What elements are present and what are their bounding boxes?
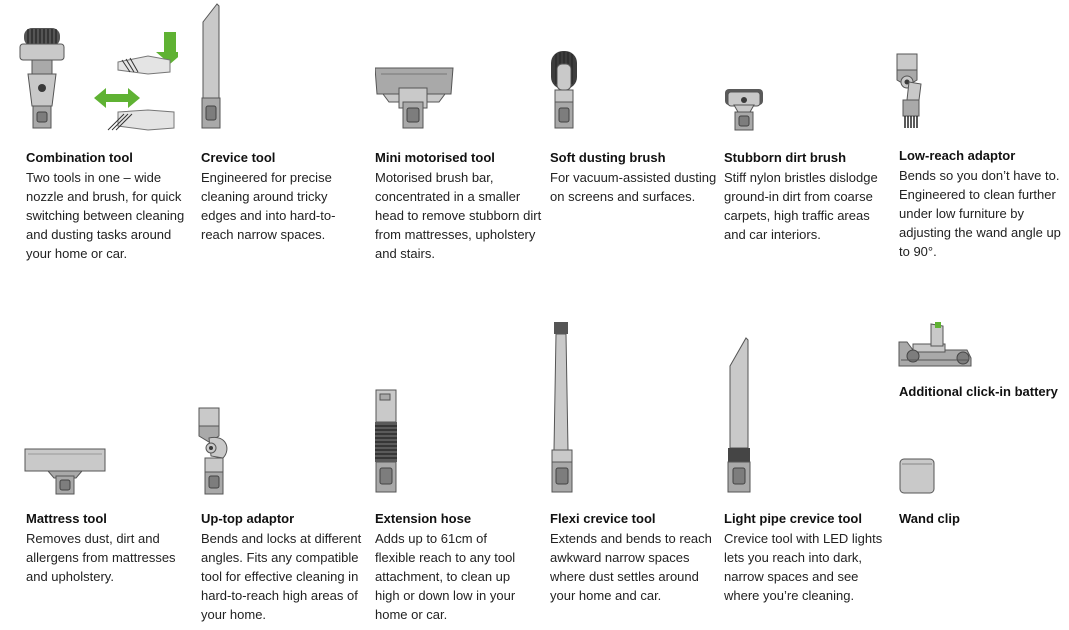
tool-title: Extension hose — [375, 511, 472, 526]
tool-description: Crevice tool with LED lights lets you reach into dark, narrow spaces and see where you’re cleaning. — [724, 531, 883, 603]
battery-icon — [897, 320, 975, 370]
tool-title: Additional click-in battery — [899, 384, 1058, 399]
tool-title: Wand clip — [899, 511, 960, 526]
tool-description: Removes dust, dirt and allergens from mattresses and upholstery. — [26, 531, 176, 584]
up-top-adaptor-icon — [197, 406, 237, 498]
tool-title: Mattress tool — [26, 511, 107, 526]
light-pipe-crevice-tool-icon — [724, 336, 754, 496]
tool-description: Stiff nylon bristles dislodge ground-in dirt from coarse carpets, high traffic areas and car interiors. — [724, 170, 878, 242]
tool-title: Light pipe crevice tool — [724, 511, 862, 526]
tool-description: Two tools in one – wide nozzle and brush, for quick switching between cleaning and dusting tasks around your home or car. — [26, 170, 185, 261]
crevice-tool-icon — [197, 2, 227, 132]
tool-description: For vacuum-assisted dusting on screens and surfaces. — [550, 170, 717, 204]
tool-title: Up-top adaptor — [201, 511, 295, 526]
tool-title: Low-reach adaptor — [899, 148, 1016, 163]
flexi-crevice-tool-icon — [548, 320, 578, 496]
mattress-tool-icon — [24, 448, 108, 496]
tool-description: Engineered for precise cleaning around tricky edges and into hard-to-reach narrow spaces. — [201, 170, 336, 242]
tool-description: Extends and bends to reach awkward narrow spaces where dust settles around your home and car. — [550, 531, 712, 603]
wand-clip-icon — [899, 458, 937, 496]
tool-title: Soft dusting brush — [550, 150, 666, 165]
tool-description: Bends and locks at different angles. Fits any compatible tool for effective cleaning in hard-to-reach high areas of your home. — [201, 531, 362, 622]
tool-description: Adds up to 61cm of flexible reach to any tool attachment, to clean up high or down low in your home or car. — [375, 531, 516, 622]
tool-title: Stubborn dirt brush — [724, 150, 847, 165]
stubborn-dirt-brush-icon — [724, 88, 766, 132]
tool-title: Flexi crevice tool — [550, 511, 656, 526]
tool-description: Motorised brush bar, concentrated in a smaller head to remove stubborn dirt from mattresses, upholstery and stairs. — [375, 170, 542, 261]
extension-hose-icon — [373, 388, 403, 494]
soft-dusting-brush-icon — [550, 50, 580, 130]
tool-description: Bends so you don’t have to. Engineered to clean further under low furniture by adjusting the wand angle up to 90°. — [899, 168, 1061, 259]
combination-tool-icon — [18, 26, 178, 134]
tool-title: Mini motorised tool — [375, 150, 495, 165]
tool-title: Combination tool — [26, 150, 133, 165]
mini-motorised-tool-icon — [375, 66, 455, 132]
low-reach-adaptor-icon — [895, 52, 925, 132]
tool-title: Crevice tool — [201, 150, 276, 165]
